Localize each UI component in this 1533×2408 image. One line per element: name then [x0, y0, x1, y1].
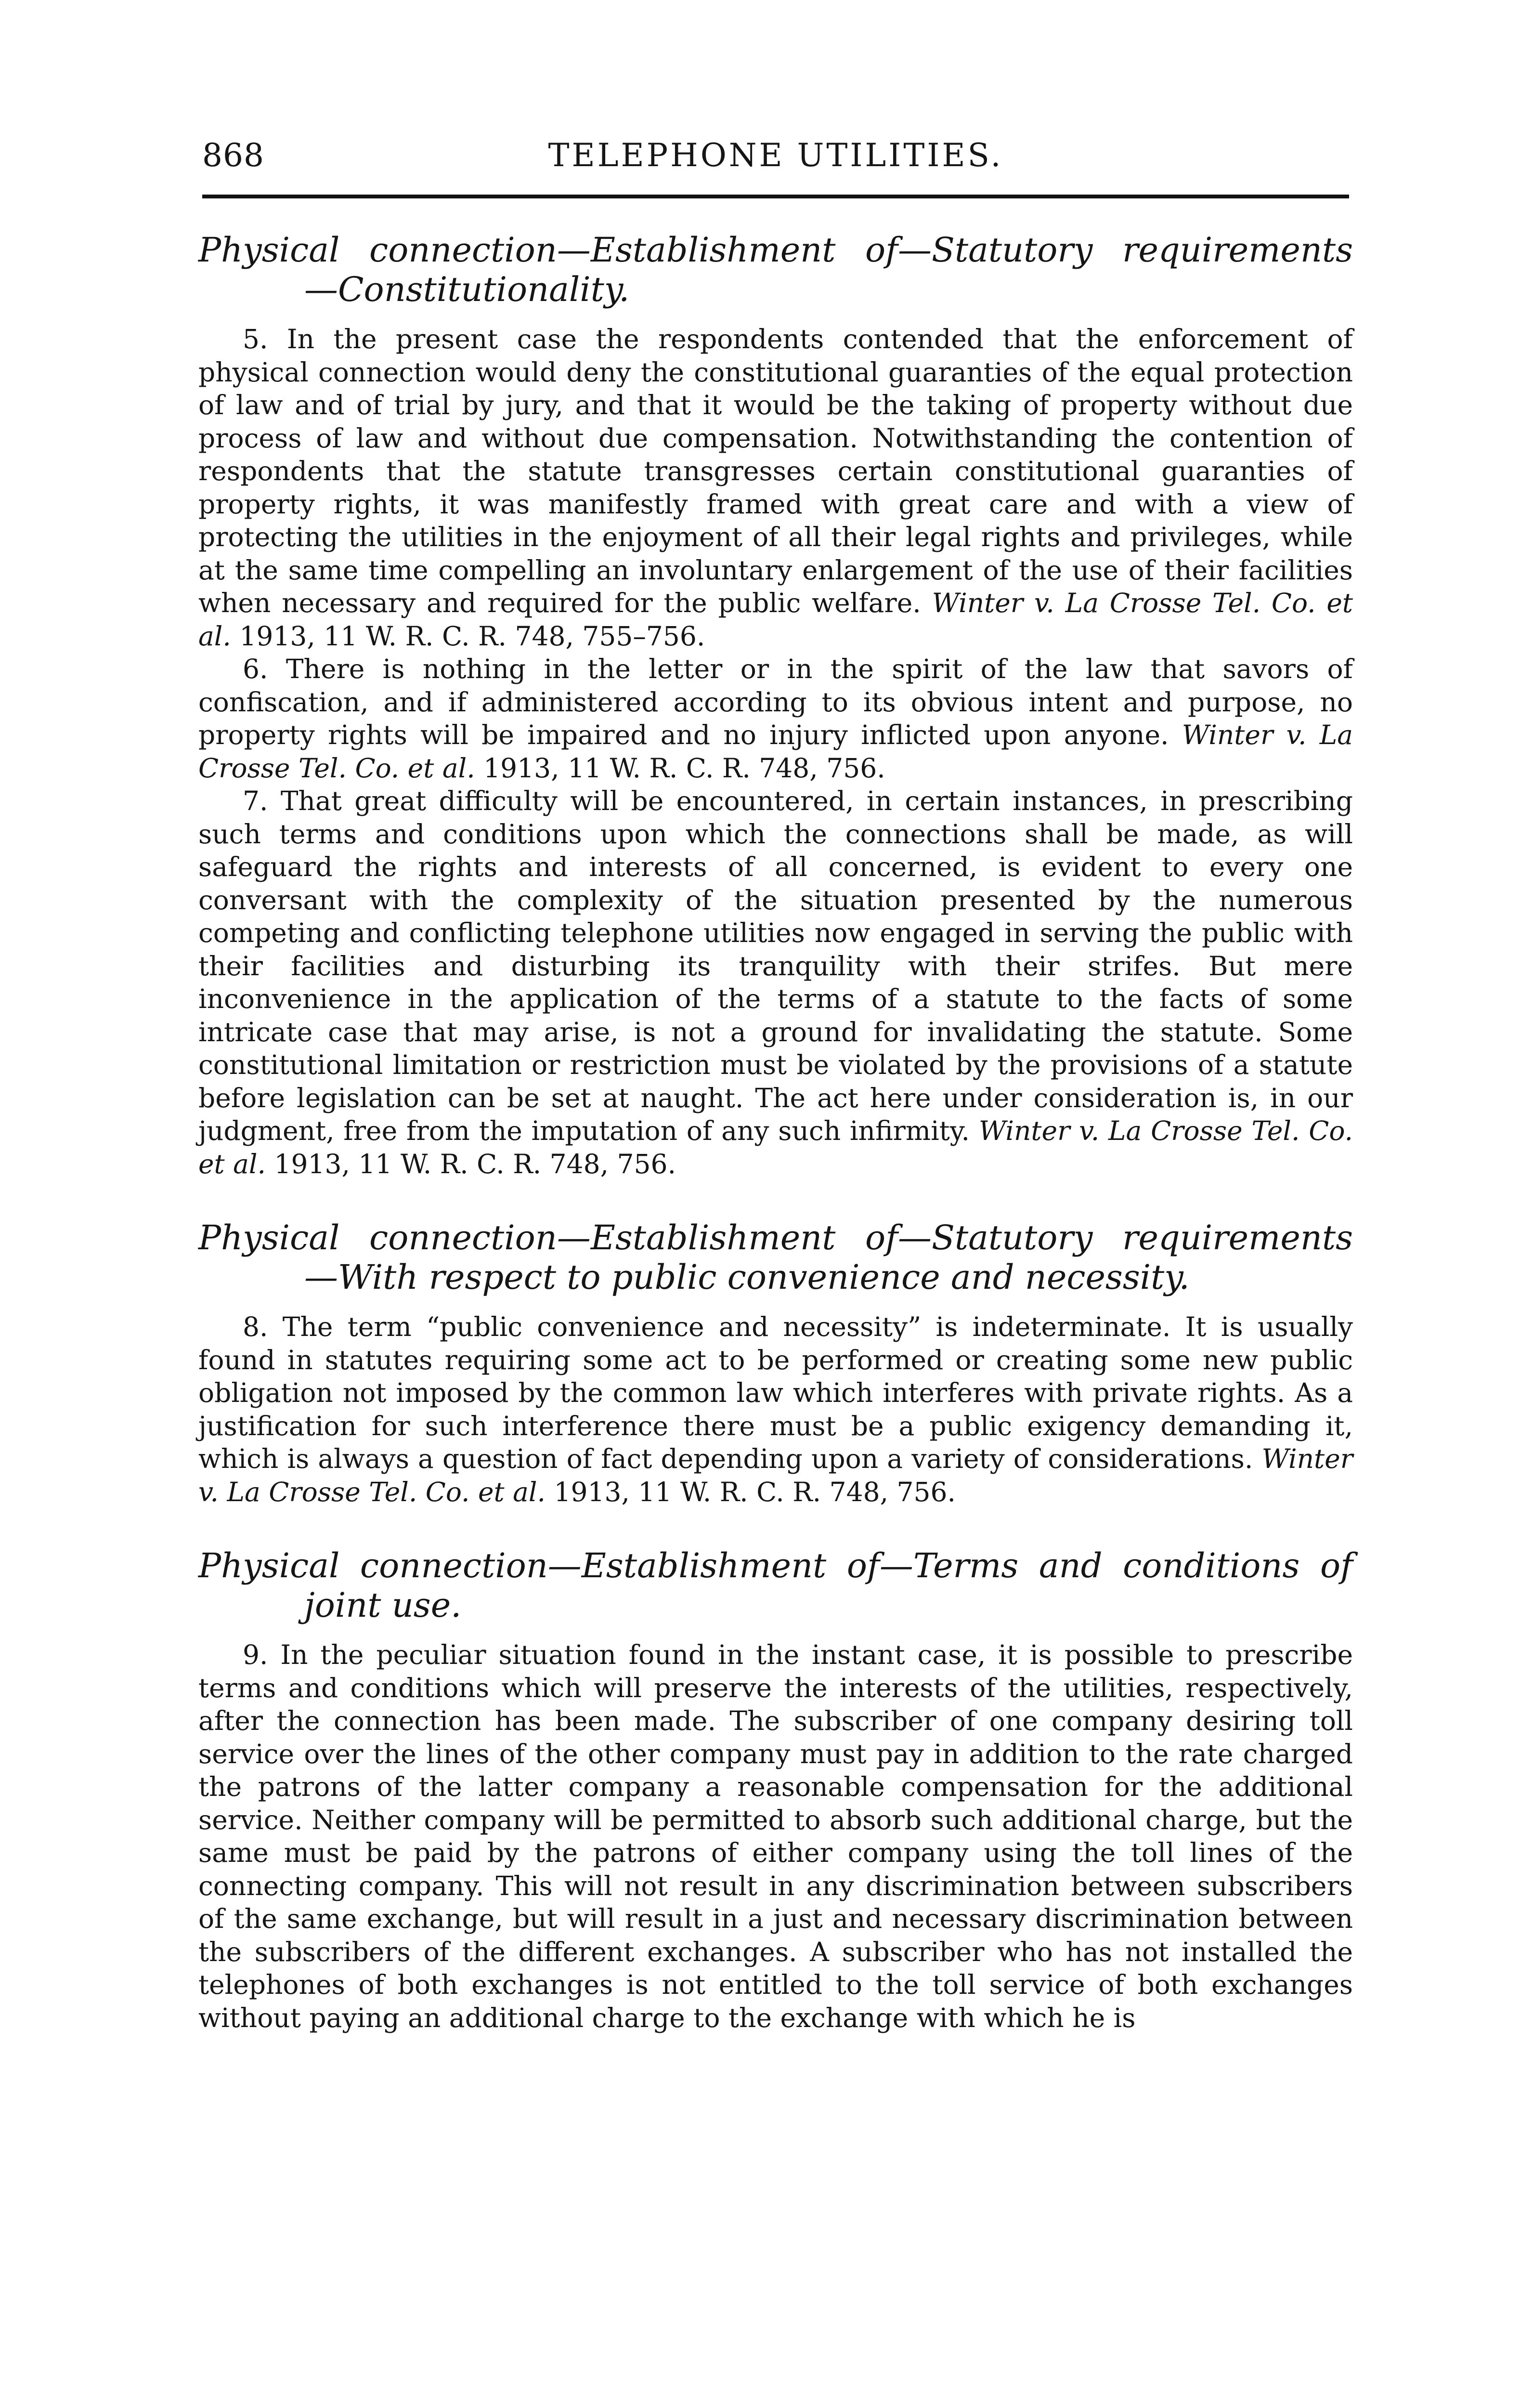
- citation-reference: 1913, 11 W. R. C. R. 748, 756.: [274, 1148, 676, 1179]
- section-spacer: [198, 1508, 1353, 1546]
- section-heading-line: Physical connection—Establishment of—Terms and conditions of: [198, 1546, 1353, 1585]
- paragraph: [198, 323, 1353, 653]
- case-citation: Winter v. La Crosse Tel. Co. et al.: [198, 588, 1353, 652]
- section-heading-continuation: joint use.: [304, 1585, 462, 1625]
- section-heading: [198, 1218, 1353, 1297]
- citation-reference: 1913, 11 W. R. C. R. 748, 756.: [483, 752, 885, 784]
- citation-reference: 1913, 11 W. R. C. R. 748, 756.: [554, 1476, 956, 1507]
- section-spacer: [198, 1180, 1353, 1218]
- paragraph-text: 7. That great difficulty will be encountered, in certain instances, in prescribing such terms and conditions upon which the connections shall be made, as will safeguard the rights and interests of all concerned, is evident to every one conversant with the complexity of the situation presented by the numerous competing and conflicting telephone utilities now engaged in serving the public with their facilities and disturbing its tranquility with their strifes. But mere inconvenience in the application of the terms of a statute to the facts of some intricate case that may arise, is not a ground for invalidating the statute. Some constitutional limitation or restriction must be violated by the provisions of a statute before legislation can be set at naught. The act here under consideration is, in our judgment, free from the imputation of any such infirmity.: [198, 785, 1353, 1146]
- page-number: 868: [202, 137, 264, 174]
- section-heading-line: Physical connection—Establishment of—Statutory requirements: [198, 230, 1353, 270]
- paragraph-text: 8. The term “public convenience and necessity” is indeterminate. It is usually found in statutes requiring some act to be performed or creating some new public obligation not imposed by the common law which interferes with private rights. As a justification for such interference there must be a public exigency demanding it, which is always a question of fact depending upon a variety of considerations.: [198, 1311, 1353, 1474]
- section-heading-continuation: —Constitutionality.: [304, 270, 630, 309]
- paragraph: [198, 1638, 1353, 2034]
- page-header: [202, 130, 1349, 183]
- paragraph: [198, 1310, 1353, 1508]
- case-citation: Winter v. La Crosse Tel. Co. et al.: [198, 720, 1353, 784]
- paragraph: [198, 653, 1353, 785]
- section-heading: [198, 230, 1353, 309]
- case-citation: Winter v. La Crosse Tel. Co. et al.: [198, 1443, 1353, 1507]
- section-heading-continuation: —With respect to public convenience and necessity.: [304, 1257, 1190, 1297]
- citation-reference: 1913, 11 W. R. C. R. 748, 755–756.: [239, 620, 705, 652]
- paragraph: [198, 785, 1353, 1180]
- paragraph-text: 6. There is nothing in the letter or in the spirit of the law that savors of confiscation, and if administered according to its obvious intent and purpose, no property rights will be impaired and no injury inflicted upon anyone.: [198, 654, 1353, 750]
- case-citation: Winter v. La Crosse Tel. Co. et al.: [198, 1115, 1353, 1179]
- running-title: TELEPHONE UTILITIES.: [548, 137, 1003, 174]
- page-body: [198, 230, 1353, 2034]
- section-heading: [198, 1546, 1353, 1625]
- section-heading-line: Physical connection—Establishment of—Statutory requirements: [198, 1218, 1353, 1257]
- paragraph-text: 9. In the peculiar situation found in the instant case, it is possible to prescribe terms and conditions which will preserve the interests of the utilities, respectively, after the connection has been made. The subscriber of one company desiring toll service over the lines of the other company must pay in addition to the rate charged the patrons of the latter company a reasonable compensation for the additional service. Neither company will be permitted to absorb such additional charge, but the same must be paid by the patrons of either company using the toll lines of the connecting company. This will not result in any discrimination between subscribers of the same exchange, but will result in a just and necessary discrimination between the subscribers of the different exchanges. A subscriber who has not installed the telephones of both exchanges is not entitled to the toll service of both exchanges without paying an additional charge to the exchange with which he is: [198, 1639, 1353, 2033]
- paragraph-text: 5. In the present case the respondents contended that the enforcement of physical connection would deny the constitutional guaranties of the equal protection of law and of trial by jury, and that it would be the taking of property without due process of law and without due compensation. Notwithstanding the contention of respondents that the statute transgresses certain constitutional guaranties of property rights, it was manifestly framed with great care and with a view of protecting the utilities in the enjoyment of all their legal rights and privileges, while at the same time compelling an involuntary enlargement of the use of their facilities when necessary and required for the public welfare.: [198, 324, 1353, 618]
- header-rule: [202, 195, 1349, 198]
